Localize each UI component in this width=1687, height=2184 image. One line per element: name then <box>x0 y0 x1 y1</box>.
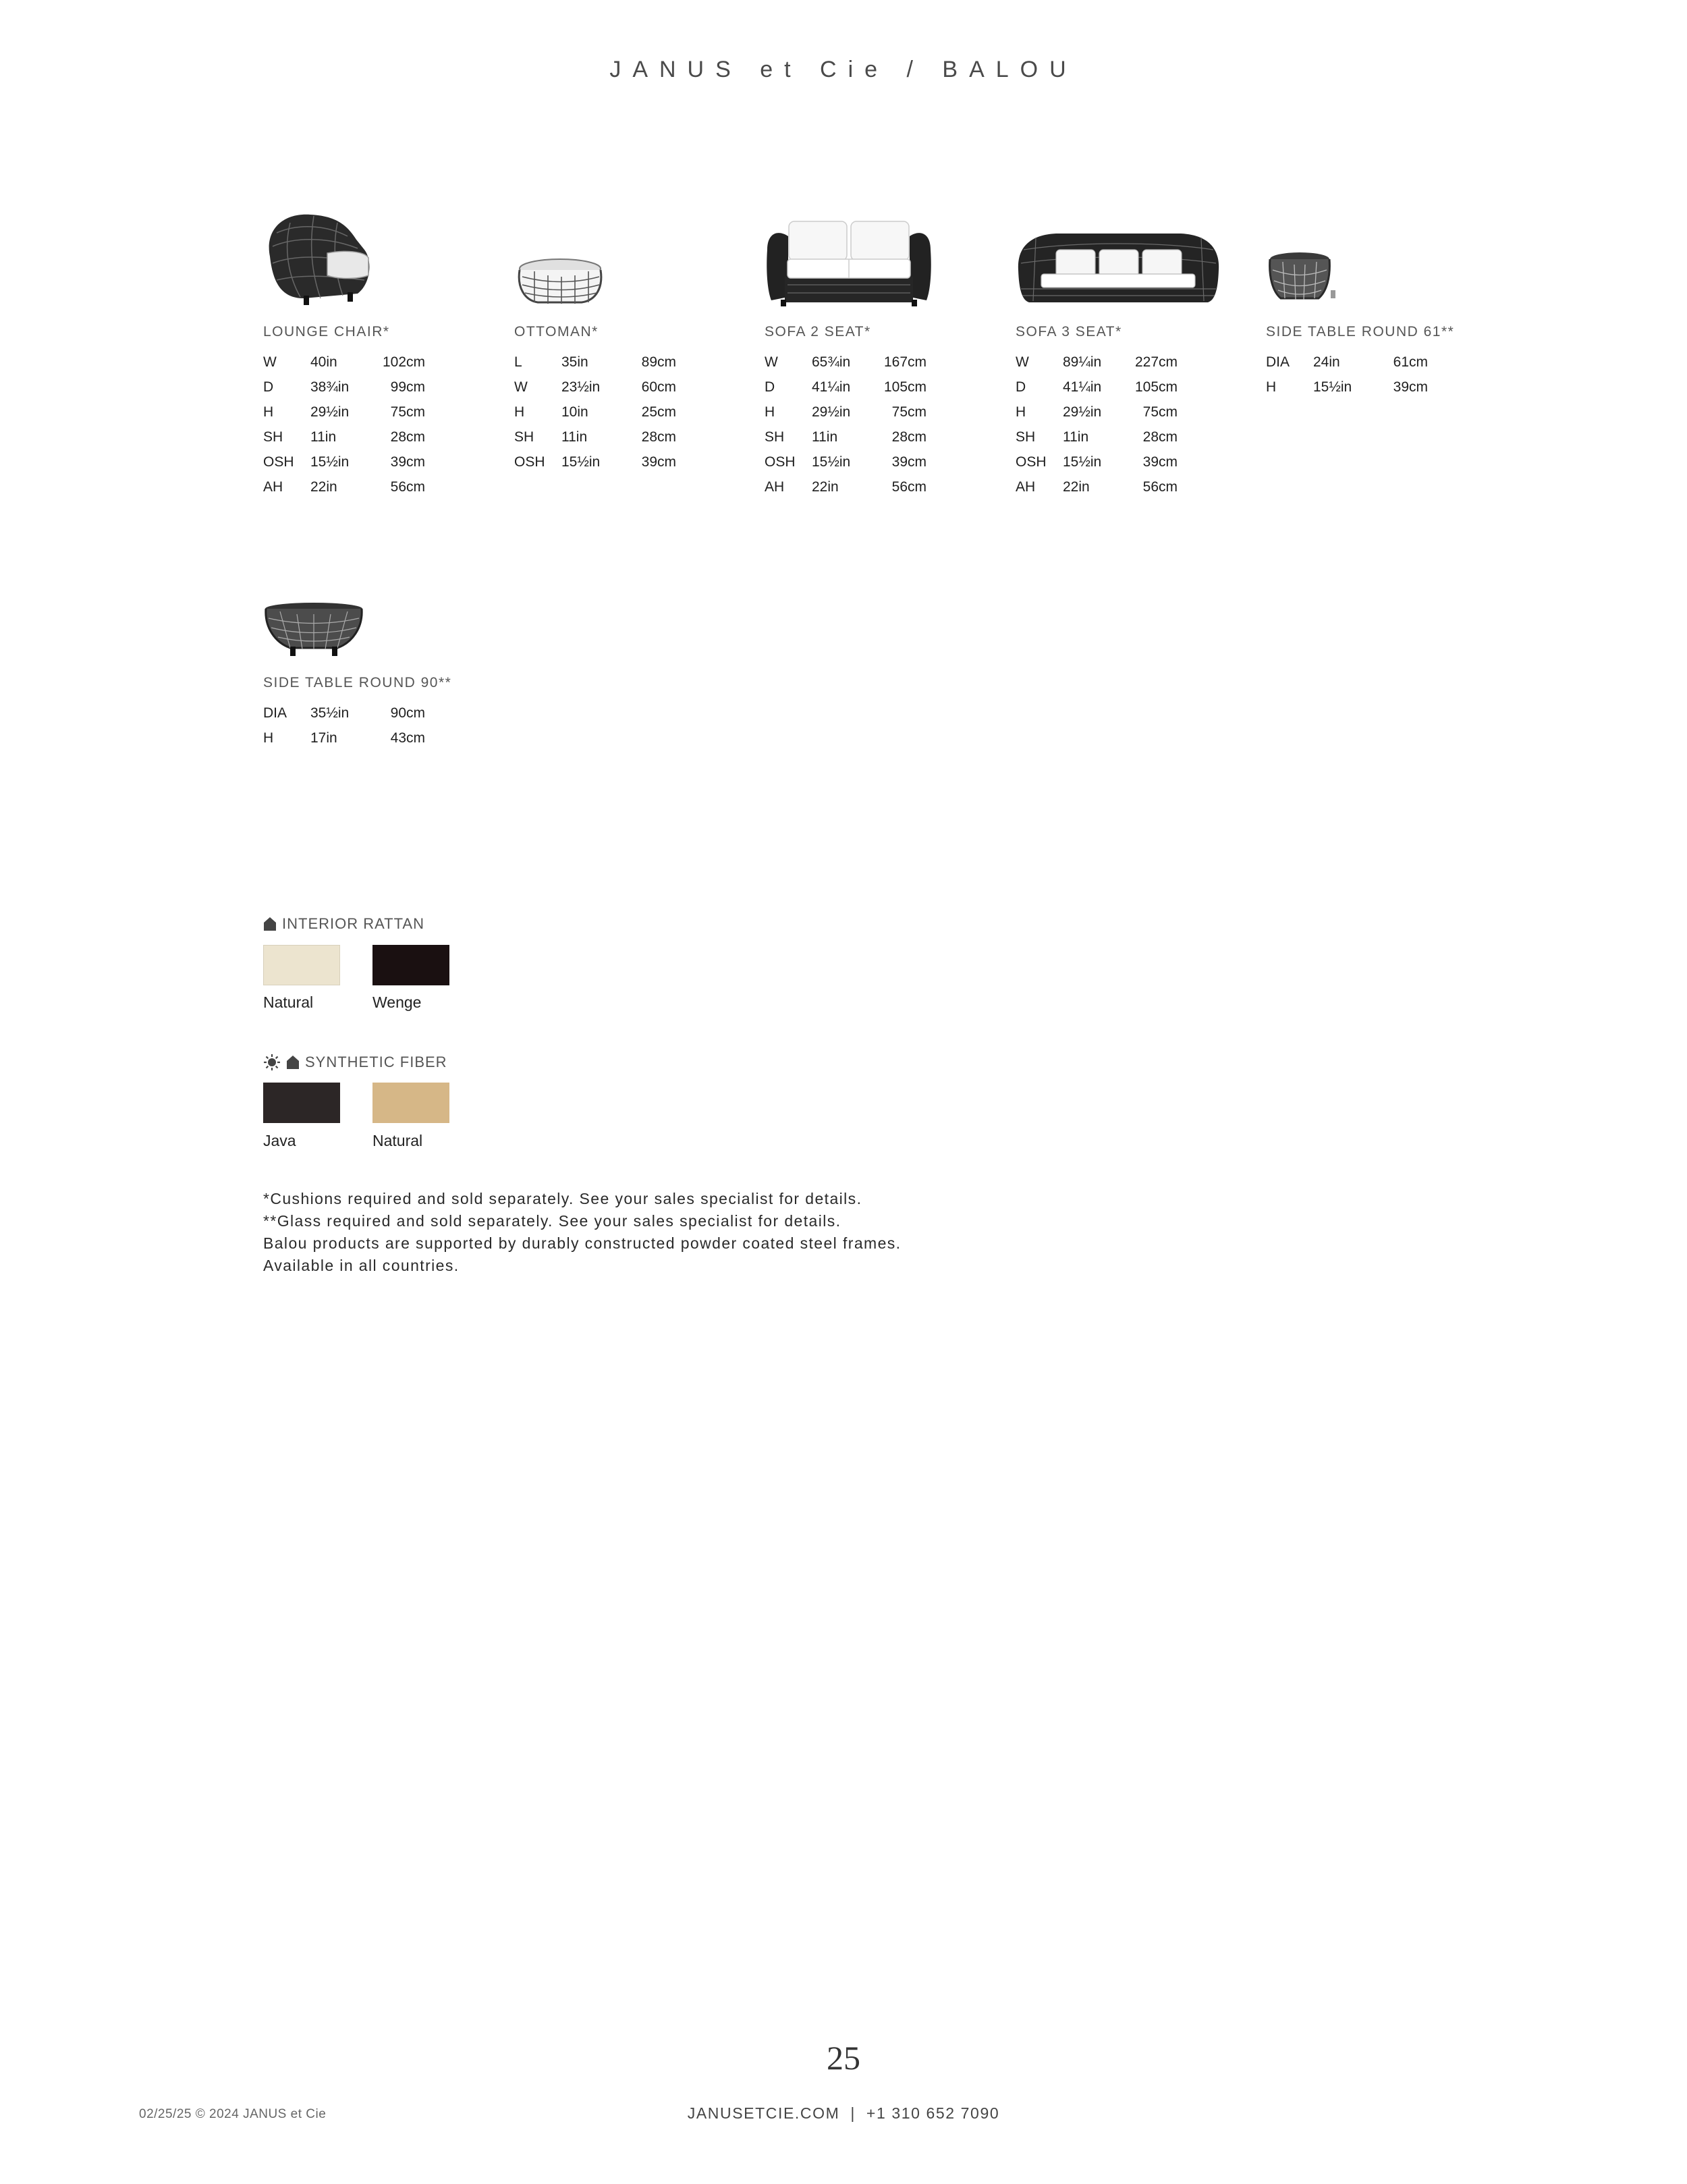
product-name: SOFA 3 SEAT* <box>1016 324 1122 339</box>
spec-row <box>765 375 927 400</box>
spec-label: OSH <box>514 454 545 470</box>
spec-row <box>1016 449 1178 474</box>
spec-cm: 39cm <box>1393 379 1428 395</box>
footer-separator: | <box>850 2104 856 2122</box>
spec-row <box>263 449 425 474</box>
spec-cm: 167cm <box>883 354 927 370</box>
spec-cm: 75cm <box>891 404 927 420</box>
spec-row <box>263 474 425 499</box>
product-name: OTTOMAN* <box>514 324 599 339</box>
spec-inches: 35½in <box>310 705 350 721</box>
spec-cm: 56cm <box>390 479 425 495</box>
swatch-label: Natural <box>263 993 314 1011</box>
spec-cm: 28cm <box>390 429 425 445</box>
house-icon <box>286 1055 300 1070</box>
spec-row <box>765 474 927 499</box>
spec-inches: 41¼in <box>812 379 851 395</box>
finish-title-text: INTERIOR RATTAN <box>282 915 424 932</box>
sofa-3-seat-image <box>1016 229 1221 307</box>
spec-row <box>263 425 425 449</box>
product-name: SIDE TABLE ROUND 90** <box>263 675 452 690</box>
spec-row <box>514 350 676 375</box>
spec-row <box>765 400 927 425</box>
spec-row <box>1016 375 1178 400</box>
spec-label: H <box>263 404 274 420</box>
spec-cm: 105cm <box>883 379 927 395</box>
swatch-label: Wenge <box>372 993 422 1011</box>
product-name: SOFA 2 SEAT* <box>765 324 871 339</box>
spec-label: H <box>263 730 274 746</box>
spec-cm: 25cm <box>641 404 676 420</box>
page-header-title: JANUS et Cie / BALOU <box>609 57 1078 82</box>
spec-label: W <box>514 379 528 395</box>
spec-table <box>514 350 676 474</box>
spec-inches: 24in <box>1313 354 1340 370</box>
spec-cm: 105cm <box>1134 379 1178 395</box>
spec-row <box>765 350 927 375</box>
spec-cm: 39cm <box>641 454 676 470</box>
footnote-glass: **Glass required and sold separately. See your sales specialist for details. <box>263 1212 841 1230</box>
side-table-61-image <box>1266 250 1337 307</box>
side-table-90-image <box>263 601 364 658</box>
spec-row <box>1016 474 1178 499</box>
spec-row <box>1266 350 1428 375</box>
spec-label: OSH <box>263 454 294 470</box>
spec-cm: 39cm <box>390 454 425 470</box>
spec-row <box>1266 375 1428 400</box>
spec-label: AH <box>765 479 785 495</box>
spec-cm: 39cm <box>891 454 927 470</box>
spec-table <box>1016 350 1178 499</box>
spec-inches: 65¾in <box>812 354 851 370</box>
spec-row <box>514 425 676 449</box>
spec-inches: 22in <box>812 479 839 495</box>
spec-row <box>514 375 676 400</box>
spec-cm: 75cm <box>1142 404 1178 420</box>
product-name: SIDE TABLE ROUND 61** <box>1266 324 1455 339</box>
spec-label: SH <box>1016 429 1036 445</box>
phone-number[interactable]: +1 310 652 7090 <box>866 2104 1000 2122</box>
spec-label: SH <box>514 429 534 445</box>
spec-cm: 39cm <box>1142 454 1178 470</box>
spec-inches: 15½in <box>812 454 851 470</box>
spec-cm: 28cm <box>891 429 927 445</box>
spec-inches: 29½in <box>812 404 851 420</box>
spec-label: W <box>1016 354 1029 370</box>
spec-inches: 11in <box>812 429 838 445</box>
footer-contact <box>0 2104 1687 2123</box>
spec-inches: 29½in <box>1063 404 1102 420</box>
spec-inches: 15½in <box>561 454 601 470</box>
spec-label: H <box>514 404 525 420</box>
spec-inches: 15½in <box>1313 379 1352 395</box>
sun-icon <box>263 1054 281 1071</box>
swatch-label: Java <box>263 1132 296 1149</box>
spec-label: H <box>765 404 775 420</box>
spec-row <box>765 425 927 449</box>
spec-inches: 29½in <box>310 404 350 420</box>
spec-row <box>514 449 676 474</box>
spec-inches: 15½in <box>1063 454 1102 470</box>
spec-label: SH <box>263 429 283 445</box>
spec-cm: 60cm <box>641 379 676 395</box>
website-link[interactable]: JANUSETCIE.COM <box>687 2104 840 2122</box>
spec-row <box>263 400 425 425</box>
spec-row <box>765 449 927 474</box>
spec-label: L <box>514 354 522 370</box>
spec-row <box>1016 425 1178 449</box>
spec-label: D <box>263 379 274 395</box>
spec-label: AH <box>263 479 283 495</box>
footnotes <box>263 1188 901 1277</box>
spec-label: D <box>1016 379 1026 395</box>
spec-table <box>263 701 425 750</box>
spec-table <box>263 350 425 499</box>
spec-label: OSH <box>765 454 796 470</box>
spec-label: W <box>263 354 277 370</box>
spec-cm: 90cm <box>390 705 425 721</box>
spec-inches: 11in <box>310 429 337 445</box>
ottoman-image <box>514 256 609 307</box>
swatch-java <box>263 1083 340 1123</box>
finish-group-title <box>263 1054 447 1071</box>
spec-label: OSH <box>1016 454 1047 470</box>
product-name: LOUNGE CHAIR* <box>263 324 390 339</box>
spec-row <box>263 701 425 726</box>
spec-inches: 89¼in <box>1063 354 1102 370</box>
lounge-chair-image <box>263 209 375 307</box>
spec-label: H <box>1266 379 1277 395</box>
sofa-2-seat-image <box>765 209 933 307</box>
spec-cm: 89cm <box>641 354 676 370</box>
spec-inches: 35in <box>561 354 588 370</box>
page-number: 25 <box>827 2039 860 2077</box>
house-icon <box>263 917 277 931</box>
spec-cm: 227cm <box>1134 354 1178 370</box>
spec-inches: 10in <box>561 404 588 420</box>
finish-title-text: SYNTHETIC FIBER <box>305 1054 447 1070</box>
spec-cm: 102cm <box>382 354 425 370</box>
finish-group-title <box>263 915 424 933</box>
spec-table <box>765 350 927 499</box>
spec-label: DIA <box>263 705 287 721</box>
swatch-natural-fiber <box>372 1083 449 1123</box>
spec-label: W <box>765 354 778 370</box>
spec-cm: 61cm <box>1393 354 1428 370</box>
spec-inches: 22in <box>1063 479 1090 495</box>
spec-row <box>514 400 676 425</box>
spec-inches: 11in <box>561 429 588 445</box>
spec-cm: 99cm <box>390 379 425 395</box>
spec-inches: 15½in <box>310 454 350 470</box>
spec-cm: 43cm <box>390 730 425 746</box>
spec-row <box>1016 350 1178 375</box>
spec-label: SH <box>765 429 785 445</box>
footnote-availability: Available in all countries. <box>263 1257 460 1274</box>
spec-label: H <box>1016 404 1026 420</box>
spec-cm: 56cm <box>1142 479 1178 495</box>
footnote-cushions: *Cushions required and sold separately. See your sales specialist for details. <box>263 1190 862 1207</box>
spec-inches: 40in <box>310 354 337 370</box>
spec-inches: 38¾in <box>310 379 350 395</box>
spec-cm: 28cm <box>1142 429 1178 445</box>
footnote-frames: Balou products are supported by durably constructed powder coated steel frames. <box>263 1234 902 1252</box>
spec-inches: 23½in <box>561 379 601 395</box>
spec-label: DIA <box>1266 354 1290 370</box>
footer-date-copyright: 02/25/25 © 2024 JANUS et Cie <box>139 2107 327 2121</box>
spec-inches: 11in <box>1063 429 1089 445</box>
spec-row <box>263 726 425 750</box>
spec-cm: 28cm <box>641 429 676 445</box>
spec-row <box>263 375 425 400</box>
spec-row <box>1016 400 1178 425</box>
spec-label: AH <box>1016 479 1036 495</box>
swatch-wenge <box>372 945 449 985</box>
spec-inches: 17in <box>310 730 337 746</box>
spec-table <box>1266 350 1428 400</box>
swatch-natural-rattan <box>263 945 340 985</box>
spec-inches: 22in <box>310 479 337 495</box>
swatch-label: Natural <box>372 1132 423 1149</box>
spec-cm: 56cm <box>891 479 927 495</box>
spec-label: D <box>765 379 775 395</box>
spec-inches: 41¼in <box>1063 379 1102 395</box>
spec-row <box>263 350 425 375</box>
spec-cm: 75cm <box>390 404 425 420</box>
